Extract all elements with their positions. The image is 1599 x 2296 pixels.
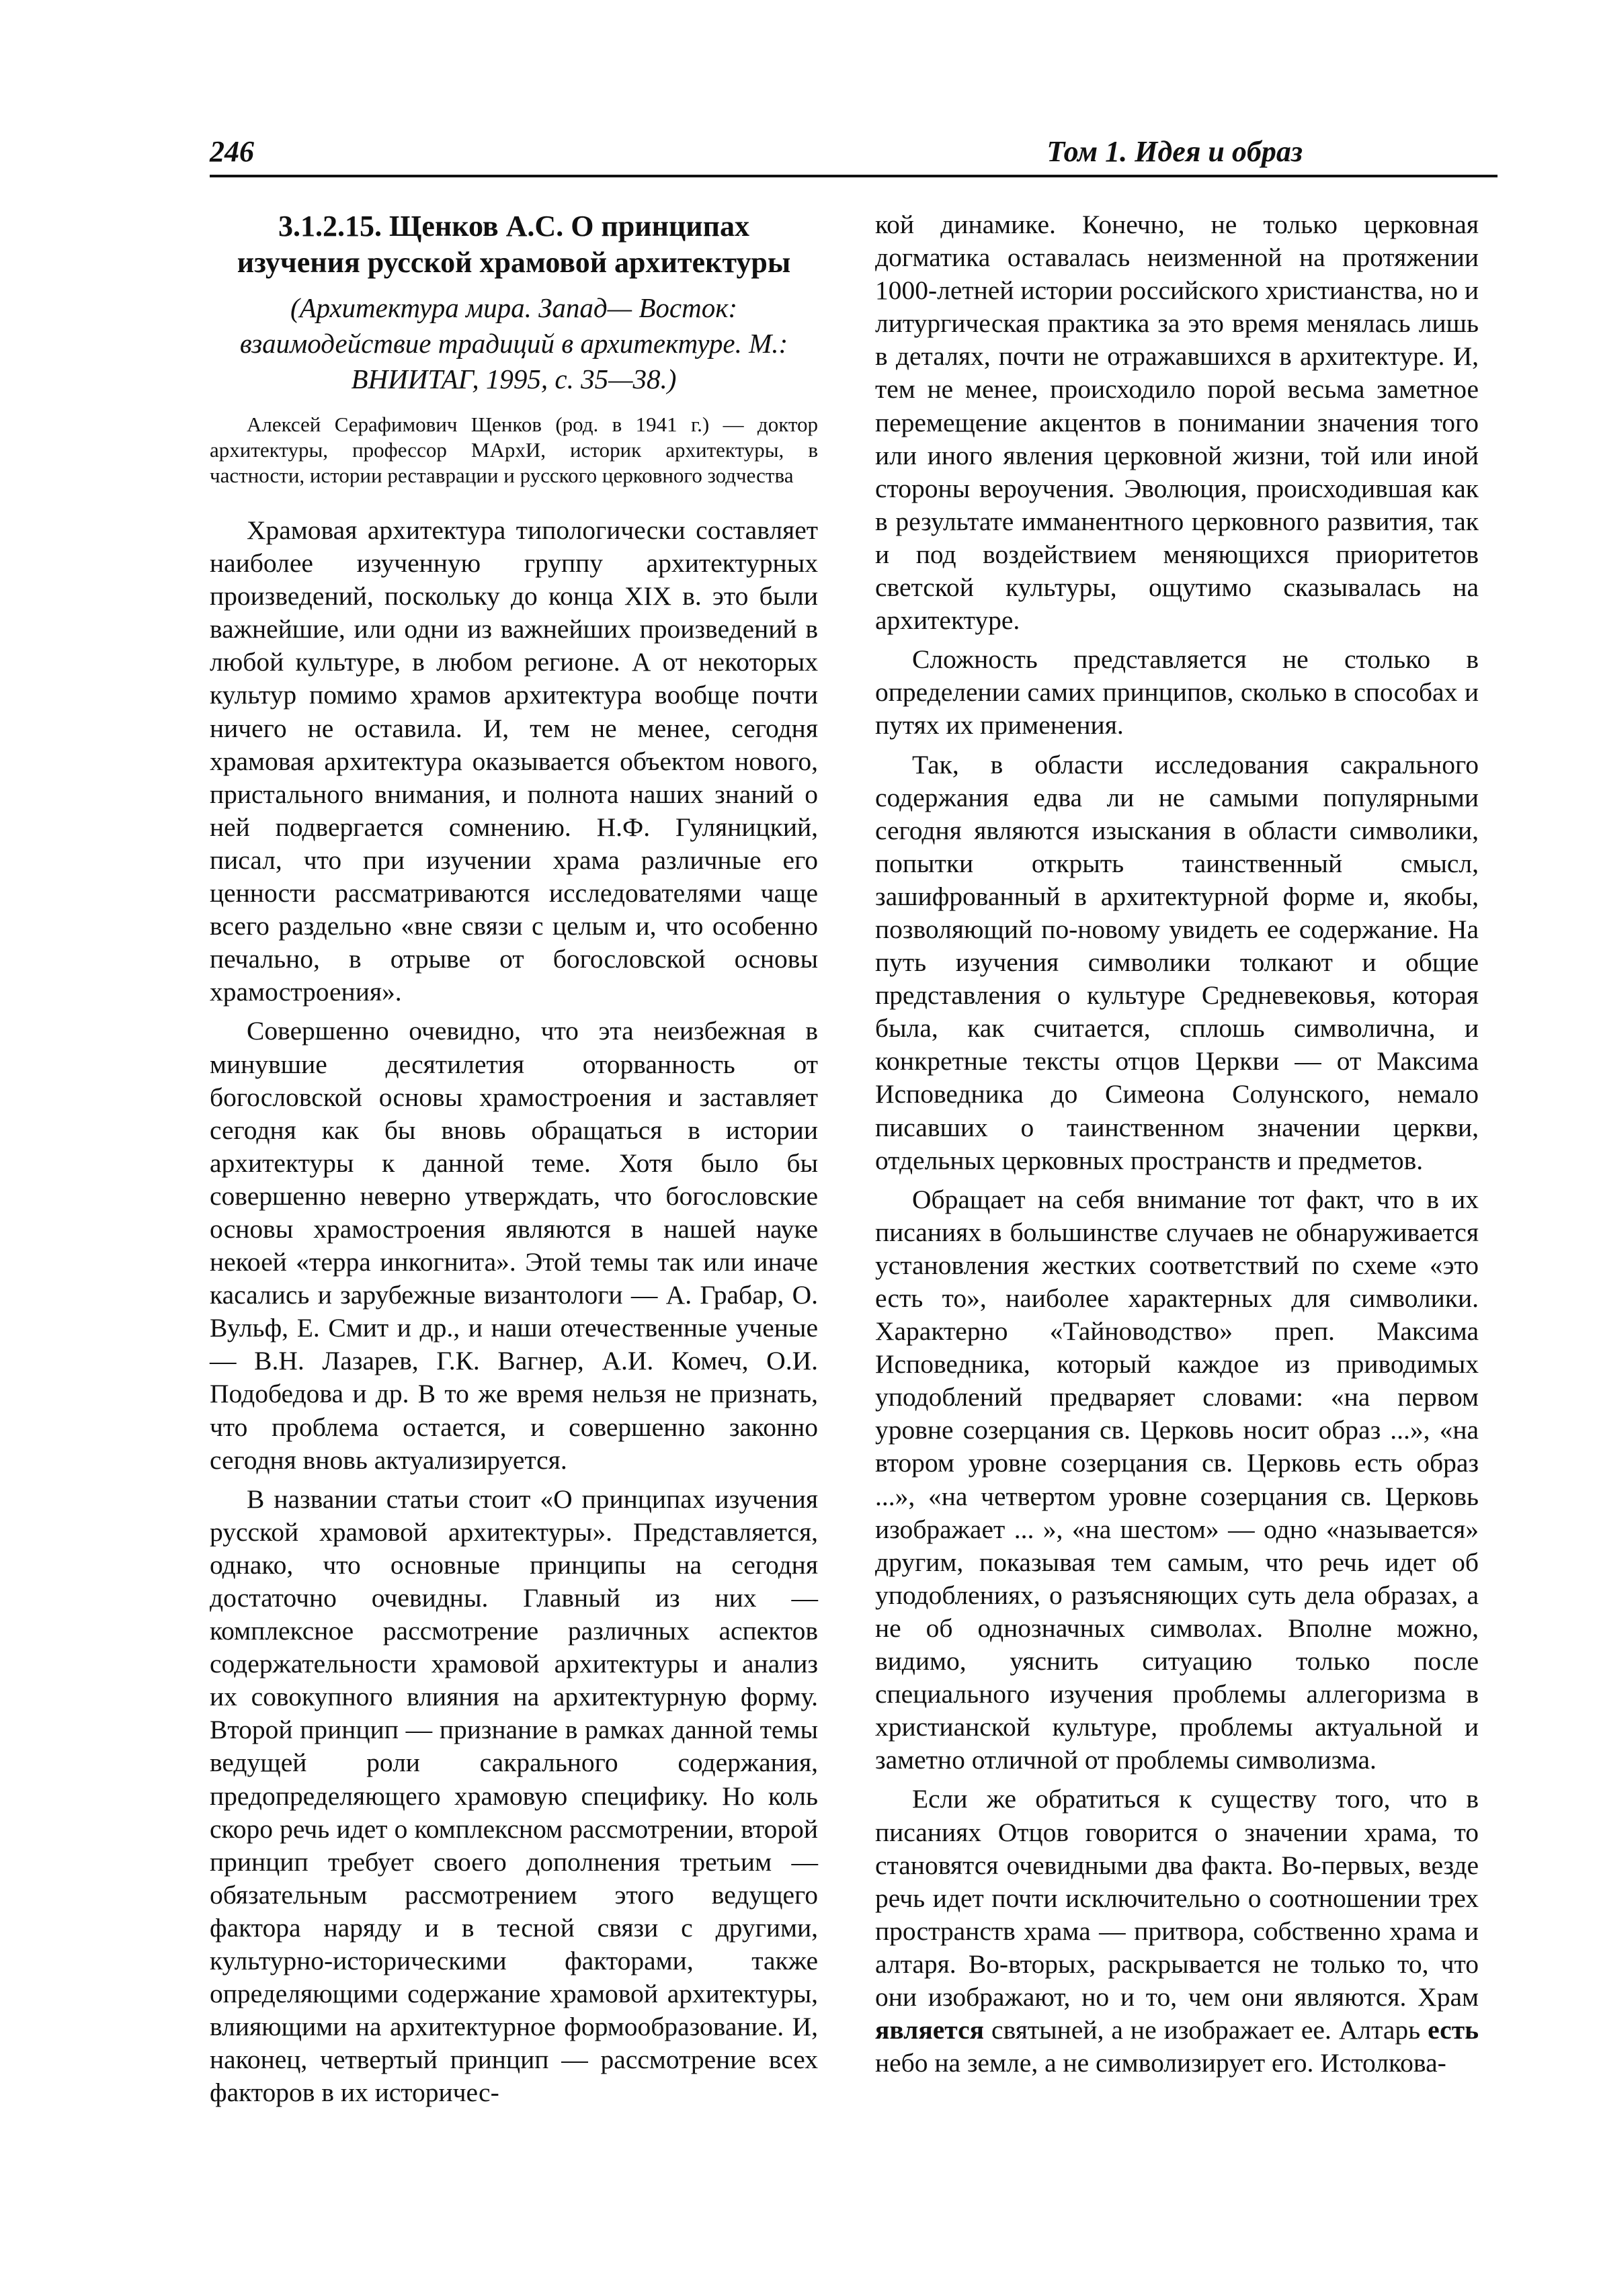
- paragraph: Так, в области исследования сакрального содержания едва ли не самыми популярными сегодня являются изыскания в области символики, попытки открыть таинственный смысл, зашифрованный в архитектурной форме и, якобы, позволяющий по-новому увидеть ее содержание. На путь изучения символики толкают и общие представления о культуре Средневековья, которая была, как считается, сплошь символична, и конкретные тексты отцов Церкви — от Максима Исповедника до Симеона Солунского, немало писавших о таинственном значении церкви, отдельных церковных пространств и предметов.: [875, 749, 1479, 1175]
- left-column: [210, 208, 818, 2116]
- running-title: Том 1. Идея и образ: [1047, 135, 1303, 168]
- author-note: Алексей Серафимович Щенков (род. в 1941 г.) — доктор архитектуры, профессор МАрхИ, историк архитектуры, в частности, истории реставрации и русского церковного зодчества: [210, 413, 818, 487]
- emphasis: есть: [1428, 2015, 1479, 2045]
- paragraph-continued: кой динамике. Конечно, не только церковная догматика оставалась неизменной на протяжении 1000-летней истории российского христианства, но и литургическая практика за это время менялась лишь в деталях, почти не отражавшихся в архитектуре. И, тем не менее, происходило порой весьма заметное перемещение акцентов в понимании значения того или иного явления церковной жизни, той или иной стороны вероучения. Эволюция, происходившая как в результате имманентного церковного развития, так и под воздействием меняющихся приоритетов светской культуры, ощутимо сказывалась на архитектуре.: [875, 210, 1479, 636]
- paragraph: Сложность представляется не столько в определении самих принципов, сколько в способах и путях их применения.: [875, 644, 1479, 740]
- running-header: [210, 134, 1498, 177]
- article-title: 3.1.2.15. Щенков А.С. О принципах изучения русской храмовой архитектуры: [237, 210, 791, 279]
- paragraph: В названии статьи стоит «О принципах изучения русской храмовой архитектуры». Представляется, однако, что основные принципы на сегодня достаточно очевидны. Главный из них — комплексное рассмотрение различных аспектов содержательности храмовой архитектуры и анализ их совокупного влияния на архитектурную форму. Второй принцип — признание в рамках данной темы ведущей роли сакрального содержания, предопределяющего храмовую специфику. Но коль скоро речь идет о комплексном рассмотрении, второй принцип требует своего дополнения третьим — обязательным рассмотрением этого ведущего фактора наряду и в тесной связи с другими, культурно-историческими факторами, также определяющими содержание храмовой архитектуры, влияющими на архитектурное формообразование. И, наконец, четвертый принцип — рассмотрение всех факторов в их историчес-: [210, 1484, 818, 2108]
- paragraph-last: [875, 1783, 1479, 2080]
- paragraph: Обращает на себя внимание тот факт, что в их писаниях в большинстве случаев не обнаруживается установления жестких соответствий по схеме «это есть то», наиболее характерных для символики. Характерно «Тайноводство» преп. Максима Исповедника, который каждое из приводимых уподоблений предваряет словами: «на первом уровне созерцания св. Церковь носит образ ...», «на втором уровне созерцания св. Церковь есть образ ...», «на четвертом уровне созерцания св. Церковь изображает ... », «на шестом» — одно «называется» другим, показывая тем самым, что речь идет об уподоблениях, о разъясняющих суть дела образах, а не об однозначных символах. Вполне можно, видимо, уяснить ситуацию только после специального изучения проблемы аллегоризма в христианской культуре, проблемы актуальной и заметно отличной от проблемы символизма.: [875, 1184, 1479, 1775]
- paragraph: Совершенно очевидно, что эта неизбежная в минувшие десятилетия оторванность от богословской основы храмостроения и заставляет сегодня как бы вновь обращаться в истории архитектуры к данной теме. Хотя было бы совершенно неверно утверждать, что богословские основы храмостроения являются в нашей науке некоей «терра инкогнита». Этой темы так или иначе касались и зарубежные византологи — А. Грабар, О. Вульф, Е. Смит и др., и наши отечественные ученые — В.Н. Лазарев, Г.К. Вагнер, А.И. Комеч, О.И. Подобедова и др. В то же время нельзя не признать, что проблема остается, и совершенно законно сегодня вновь актуализируется.: [210, 1016, 818, 1475]
- text-run: святыней, а не изображает ее. Алтарь: [984, 2015, 1428, 2045]
- article-source: (Архитектура мира. Запад— Восток: взаимодействие традиций в архитектуре. М.: ВНИИТАГ, 1995, с. 35—38.): [239, 292, 788, 394]
- right-column: [875, 208, 1479, 2086]
- emphasis: является: [875, 2015, 985, 2045]
- page-number: 246: [210, 135, 254, 168]
- text-run: небо на земле, а не символизирует его. Истолкова-: [875, 2048, 1446, 2078]
- paragraph: Храмовая архитектура типологически составляет наиболее изученную группу архитектурных произведений, поскольку до конца XIX в. это были важнейшие, или одни из важнейших произведений в любой культуре, в любом регионе. А от некоторых культур помимо храмов архитектура вообще почти ничего не оставила. И, тем не менее, сегодня храмовая архитектура оказывается объектом нового, пристального внимания, и полнота наших знаний о ней подвергается сомнению. Н.Ф. Гуляницкий, писал, что при изучении храма различные его ценности рассматриваются исследователями чаще всего раздельно «вне связи с целым и, что особенно печально, в отрыве от богословской основы храмостроения».: [210, 515, 818, 1007]
- text-run: Если же обратиться к существу того, что в писаниях Отцов говорится о значении храма, то становятся очевидными два факта. Во-первых, везде речь идет почти исключительно о соотношении трех пространств храма — притвора, собственно храма и алтаря. Во-вторых, раскрывается не только то, что они изображают, но и то, чем они являются. Храм: [875, 1784, 1479, 2012]
